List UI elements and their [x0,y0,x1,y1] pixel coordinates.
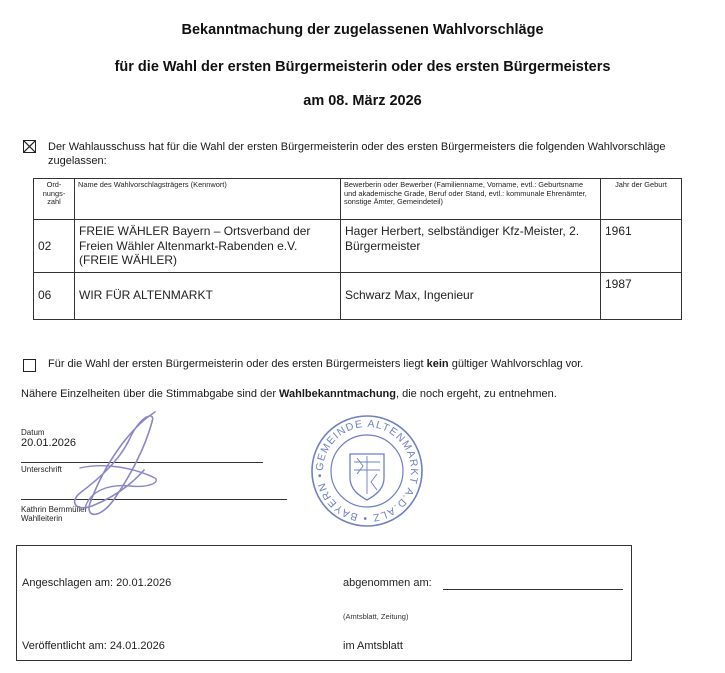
table-row [34,272,682,319]
table-row [34,220,682,273]
header-bewerber: Bewerberin oder Bewerber (Familienname, Vorname, evtl.: Geburtsname und akademische Grade, Beruf oder Stand, evtl.: kommunale Ehrenämter, sonstige Ämter, Gemeindeteil) [341,179,601,220]
taken-down-line [443,589,623,590]
published-in: im Amtsblatt [343,640,403,652]
details-text: Nähere Einzelheiten über die Stimmabgabe sind der Wahlbekanntmachung, die noch ergeht, zu entnehmen. [21,388,557,400]
header-jahr: Jahr der Geburt [601,179,682,220]
date-value: 20.01.2026 [21,437,77,449]
row-jahr: 1961 [601,220,682,273]
row-bewerber: Schwarz Max, Ingenieur [341,272,601,319]
taken-down-sub: (Amtsblatt, Zeitung) [343,612,409,621]
table-header-row [34,179,682,220]
signer-name: Kathrin Bernmüller [21,505,88,514]
header-traeger: Name des Wahlvorschlagsträgers (Kennwort) [75,179,341,220]
admitted-checkbox[interactable] [23,140,36,153]
published-date: Veröffentlicht am: 24.01.2026 [22,640,165,652]
header-nr: Ord- nungs- zahl [34,179,75,220]
row-traeger: FREIE WÄHLER Bayern – Ortsverband der Freien Wähler Altenmarkt-Rabenden e.V. (FREIE WÄHLER) [75,220,341,273]
row-nr: 02 [34,220,75,273]
no-valid-text: Für die Wahl der ersten Bürgermeisterin oder des ersten Bürgermeisters liegt kein gültiger Wahlvorschlag vor. [48,358,584,370]
posted-date: Angeschlagen am: 20.01.2026 [22,577,172,589]
row-nr: 06 [34,272,75,319]
handwritten-signature [60,408,170,528]
row-traeger: WIR FÜR ALTENMARKT [75,272,341,319]
document-subtitle: für die Wahl der ersten Bürgermeisterin oder des ersten Bürgermeisters [114,59,611,75]
checked-x-icon [24,141,35,152]
municipal-seal [310,414,424,528]
row-jahr: 1987 [601,272,682,319]
date-label: Datum [21,428,45,437]
row-bewerber: Hager Herbert, selbständiger Kfz-Meister, 2. Bürgermeister [341,220,601,273]
taken-down-label: abgenommen am: [343,577,432,589]
document-title: Bekanntmachung der zugelassenen Wahlvorschläge [181,22,544,38]
signer-role: Wahlleiterin [21,514,63,523]
election-date: am 08. März 2026 [303,93,422,109]
no-valid-checkbox[interactable] [23,359,36,372]
signature-label: Unterschrift [21,465,62,474]
svg-text:GEMEINDE ALTENMARKT A.D.ALZ •: GEMEINDE ALTENMARKT A.D.ALZ • BAYERN • [313,417,421,525]
admitted-text: Der Wahlausschuss hat für die Wahl der ersten Bürgermeisterin oder des ersten Bürgermeisters die folgenden Wahlvorschläge zugelassen: [48,141,666,167]
nominations-table [33,178,682,320]
